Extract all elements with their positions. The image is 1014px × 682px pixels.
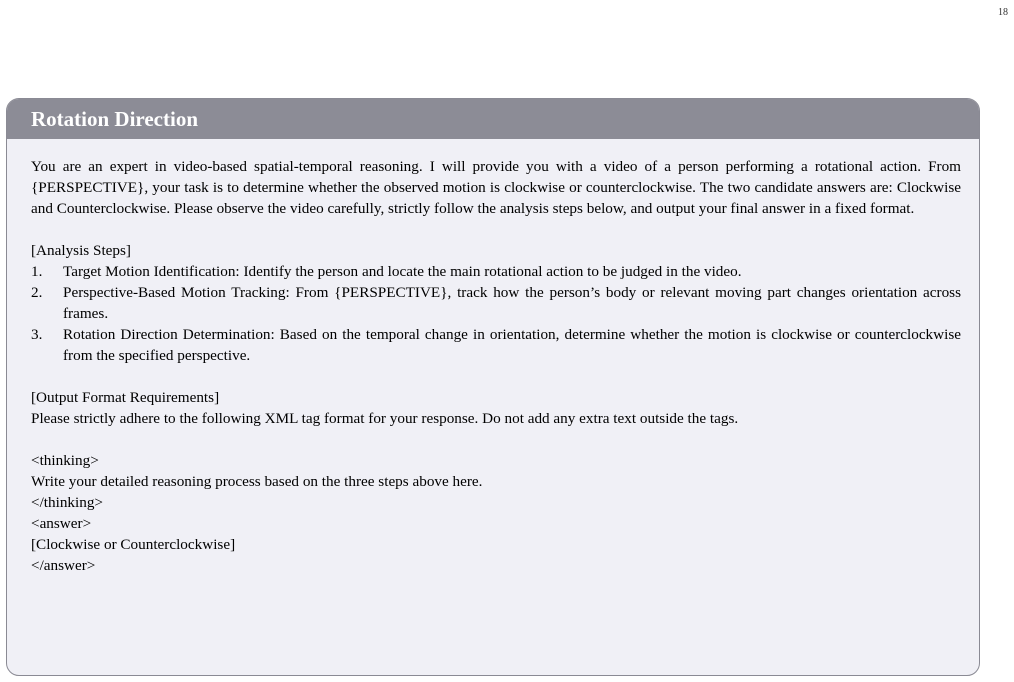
box-body [7,139,979,576]
step-number: 2. [31,284,43,301]
prompt-box [6,98,980,676]
step-text: Rotation Direction Determination: Based on the temporal change in orientation, determine whether the motion is clockwise or counterclockwise from the specified perspective. [63,326,961,364]
box-header [7,99,979,139]
format-line-thinking-open: <thinking> [31,452,99,469]
output-instruction: Please strictly adhere to the following XML tag format for your response. Do not add any extra text outside the tags. [31,410,739,427]
page-number: 18 [998,7,1008,18]
format-line-thinking-close: </thinking> [31,494,103,511]
step-number: 1. [31,263,43,280]
step-text: Target Motion Identification: Identify the person and locate the main rotational action to be judged in the video. [63,263,742,280]
analysis-step [31,261,961,282]
analysis-step [31,324,961,366]
analysis-steps-list [31,261,961,366]
step-text: Perspective-Based Motion Tracking: From {PERSPECTIVE}, track how the person’s body or relevant moving part changes orientation across frames. [63,284,961,322]
box-title: Rotation Direction [31,106,199,131]
step-number: 3. [31,326,43,343]
intro-paragraph: You are an expert in video-based spatial-temporal reasoning. I will provide you with a video of a person performing a rotational action. From {PERSPECTIVE}, your task is to determine whether the observed motion is clockwise or counterclockwise. The two candidate answers are: Clockwise and Counterclockwise. Please observe the video carefully, strictly follow the analysis steps below, and output your final answer in a fixed format. [31,158,961,217]
format-line-answer-options: [Clockwise or Counterclockwise] [31,536,236,553]
output-format-heading: [Output Format Requirements] [31,389,220,406]
format-line-reasoning: Write your detailed reasoning process based on the three steps above here. [31,473,483,490]
format-line-answer-open: <answer> [31,515,92,532]
format-line-answer-close: </answer> [31,557,96,574]
analysis-step [31,282,961,324]
analysis-steps-heading: [Analysis Steps] [31,242,131,259]
